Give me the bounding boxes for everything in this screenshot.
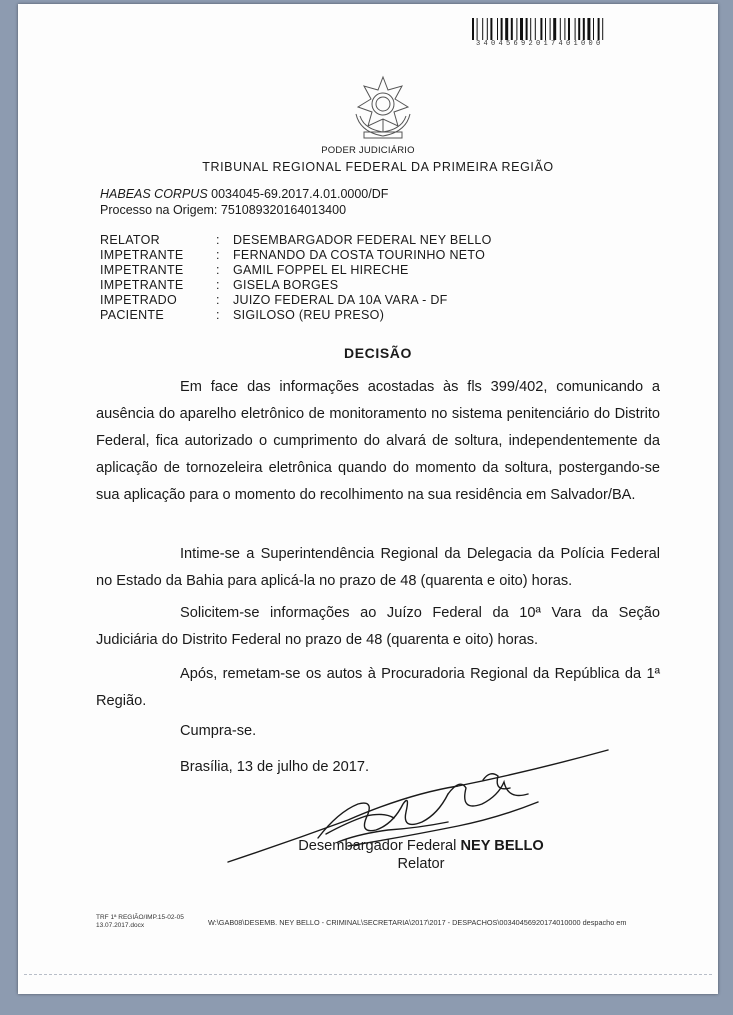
page-bottom-rule bbox=[24, 974, 712, 975]
party-row bbox=[100, 278, 492, 293]
parties-list bbox=[100, 233, 492, 323]
footer-file-date: 13.07.2017.docx bbox=[96, 922, 145, 929]
party-colon: : bbox=[216, 278, 220, 292]
party-role: IMPETRANTE bbox=[100, 248, 184, 262]
header-poder-judiciario: PODER JUDICIÁRIO bbox=[321, 145, 415, 156]
party-role: RELATOR bbox=[100, 233, 160, 247]
party-name: SIGILOSO (REU PRESO) bbox=[233, 308, 385, 322]
party-name: JUIZO FEDERAL DA 10A VARA - DF bbox=[233, 293, 448, 307]
signer-title: Desembargador Federal bbox=[298, 838, 457, 854]
party-name: DESEMBARGADOR FEDERAL NEY BELLO bbox=[233, 233, 492, 247]
party-row bbox=[100, 233, 492, 248]
case-number-line bbox=[100, 187, 388, 201]
case-number: 0034045-69.2017.4.01.0000/DF bbox=[211, 187, 389, 201]
party-role: IMPETRANTE bbox=[100, 263, 184, 277]
party-colon: : bbox=[216, 263, 220, 277]
party-colon: : bbox=[216, 248, 220, 262]
decision-paragraph-3: Solicitem-se informações ao Juízo Federal da 10ª Vara da Seção Judiciária do Distrito Federal no prazo de 48 (quarenta e oito) horas. bbox=[96, 605, 660, 648]
party-name: GAMIL FOPPEL EL HIRECHE bbox=[233, 263, 409, 277]
party-role: IMPETRANTE bbox=[100, 278, 184, 292]
barcode-number: 34045692017401000 bbox=[476, 40, 604, 48]
party-colon: : bbox=[216, 233, 220, 247]
party-colon: : bbox=[216, 308, 220, 322]
footer-left bbox=[96, 914, 184, 930]
case-type: HABEAS CORPUS bbox=[100, 187, 208, 201]
party-name: FERNANDO DA COSTA TOURINHO NETO bbox=[233, 248, 486, 262]
party-row bbox=[100, 293, 492, 308]
party-name: GISELA BORGES bbox=[233, 278, 339, 292]
party-row bbox=[100, 263, 492, 278]
barcode bbox=[472, 18, 658, 40]
decision-paragraph-1: Em face das informações acostadas às fls 399/402, comunicando a ausência do aparelho eletrônico de monitoramento no sistema penitenciário do Distrito Federal, fica autorizado o cumprimento do alvará de soltura, independentemente da aplicação de tornozeleira eletrônica quando do momento da soltura, postergando-se sua aplicação para o momento do recolhimento na sua residência em Salvador/BA. bbox=[96, 379, 660, 503]
footer-file-path: W:\GAB08\DESEMB. NEY BELLO - CRIMINAL\SECRETARIA\2017\2017 - DESPACHOS\00340456920174010000 despacho em bbox=[208, 918, 627, 927]
footer-form-code: TRF 1ª REGIÃO/IMP.15-02-05 bbox=[96, 914, 184, 921]
closing-line: Cumpra-se. bbox=[180, 723, 257, 739]
document-page bbox=[18, 4, 718, 994]
header-tribunal: TRIBUNAL REGIONAL FEDERAL DA PRIMEIRA REGIÃO bbox=[202, 160, 554, 174]
party-role: IMPETRADO bbox=[100, 293, 178, 307]
signer-name: NEY BELLO bbox=[460, 838, 544, 854]
decision-paragraph-4: Após, remetam-se os autos à Procuradoria Regional da República da 1ª Região. bbox=[96, 666, 660, 709]
origin-process: Processo na Origem: 751089320164013400 bbox=[100, 203, 347, 217]
decision-title: DECISÃO bbox=[344, 345, 412, 361]
signer-role: Relator bbox=[397, 856, 445, 872]
brazil-coat-of-arms-icon bbox=[348, 74, 418, 142]
party-row bbox=[100, 308, 492, 323]
party-role: PACIENTE bbox=[100, 308, 164, 322]
signer-line bbox=[18, 838, 718, 854]
decision-paragraph-2: Intime-se a Superintendência Regional da Delegacia da Polícia Federal no Estado da Bahia para aplicá-la no prazo de 48 (quarenta e oito) horas. bbox=[96, 546, 660, 589]
party-colon: : bbox=[216, 293, 220, 307]
party-row bbox=[100, 248, 492, 263]
date-line: Brasília, 13 de julho de 2017. bbox=[180, 759, 370, 775]
